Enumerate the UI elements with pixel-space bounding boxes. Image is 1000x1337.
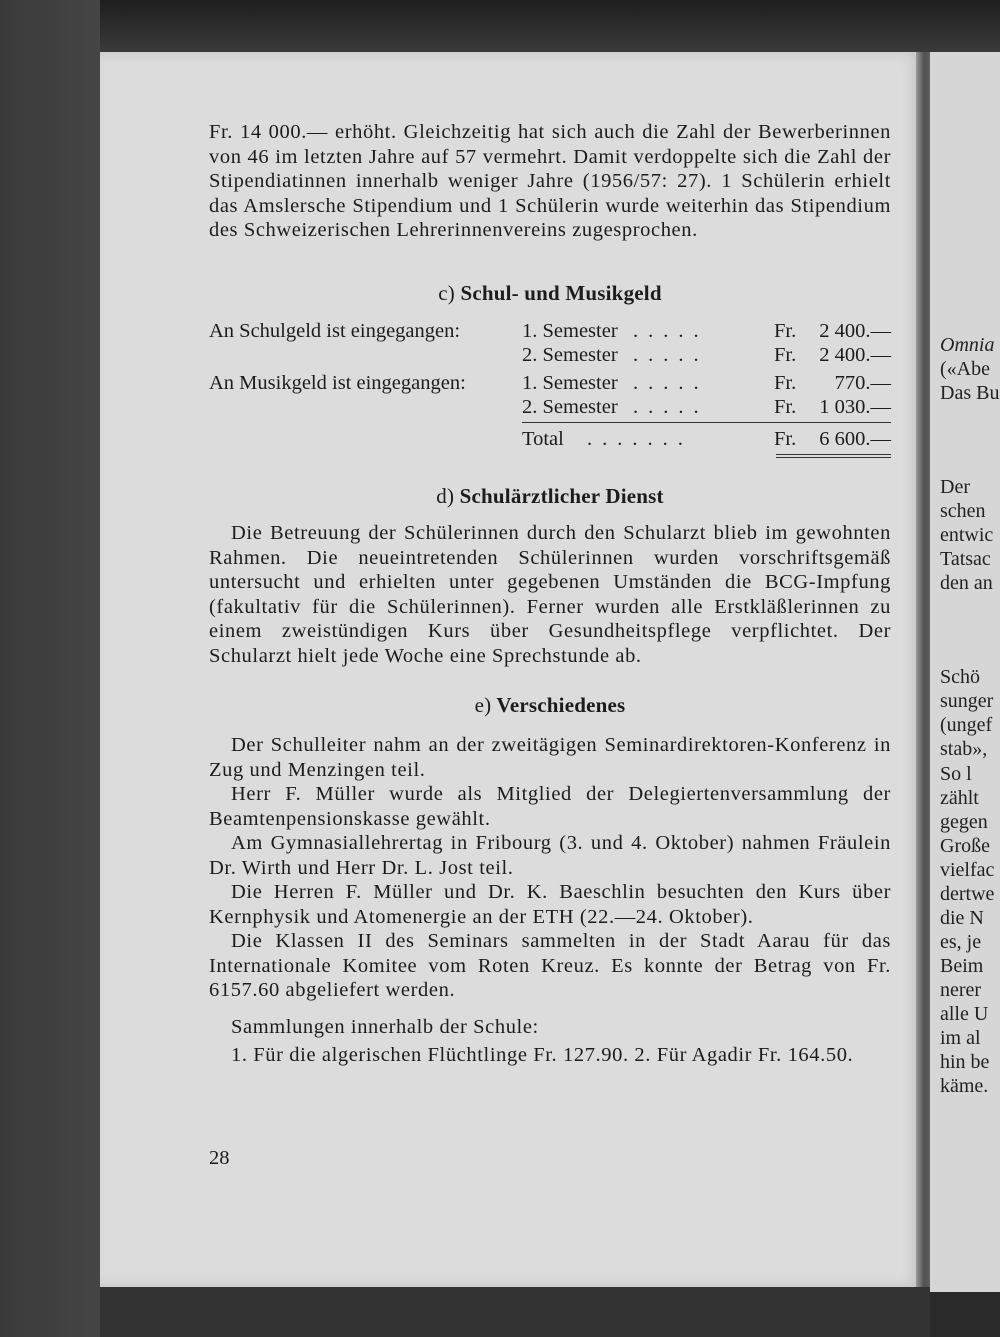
facing-page-line: vielfac: [940, 859, 995, 881]
ledger-row-label: An Musikgeld ist eingegangen:: [209, 372, 466, 394]
ledger-row: [209, 343, 891, 367]
facing-page-line: Tatsac: [940, 548, 991, 570]
section-e-paragraph: Herr F. Müller wurde als Mitglied der Delegiertenversammlung der Beamtenpensionskasse gewählt.: [209, 783, 891, 830]
ledger-currency: Fr.: [774, 372, 797, 394]
facing-page-line: käme.: [940, 1075, 989, 1097]
ledger-currency: Fr.: [774, 428, 797, 450]
ledger-row: [209, 319, 891, 343]
ledger-row-term: 1. Semester: [522, 320, 618, 342]
ledger-row-term: 2. Semester: [522, 396, 618, 418]
ledger-leader-dots: .......: [587, 428, 693, 450]
facing-page-line: Das Bu: [940, 382, 1000, 404]
ledger-row: [209, 395, 891, 419]
scan-background-left: [0, 0, 100, 1337]
section-d-heading: [209, 484, 891, 509]
facing-page-line: Beim: [940, 955, 984, 977]
ledger-leader-dots: .....: [633, 320, 709, 342]
ledger-leader-dots: .....: [633, 344, 709, 366]
facing-page-line: alle U: [940, 1003, 989, 1025]
section-e-body: [209, 733, 891, 1068]
facing-page-line: hin be: [940, 1051, 990, 1073]
ledger-amount: 2 400.—: [819, 320, 891, 342]
facing-page-line: schen: [940, 500, 986, 522]
ledger-row-term: 1. Semester: [522, 372, 618, 394]
facing-page-line: die N: [940, 907, 984, 929]
facing-page-line: Omnia: [940, 334, 995, 356]
section-d-paragraph: Die Betreuung der Schülerinnen durch den Schularzt blieb im gewohnten Rahmen. Die neueintretenden Schülerinnen wurden vorschriftsgemäß untersucht und erhielten unter gegebenen Umständen die BCG-Impfung (fakultativ für die Schülerinnen). Ferner wurden alle Erstkläßlerinnen zu einem zweistündigen Kurs über Gesundheitspflege verpflichtet. Der Schularzt hielt jede Woche eine Sprechstunde ab.: [209, 522, 891, 667]
facing-page-line: stab»,: [940, 738, 988, 760]
section-e-title: Verschiedenes: [496, 693, 626, 717]
facing-page-line: entwic: [940, 524, 994, 546]
facing-page-line: Schö: [940, 666, 980, 688]
facing-page-line: im al: [940, 1027, 981, 1049]
subtotal-rule: [522, 422, 891, 423]
ledger-total-amount: 6 600.—: [819, 428, 891, 450]
collections-list: 1. Für die algerischen Flüchtlinge Fr. 127.90. 2. Für Agadir Fr. 164.50.: [231, 1044, 854, 1066]
scan-background-top: [0, 0, 1000, 52]
section-d-letter: d): [436, 484, 455, 508]
section-c-letter: c): [438, 281, 455, 305]
facing-page-fragment: [930, 52, 1000, 1292]
section-e-paragraph: Die Herren F. Müller und Dr. K. Baeschlin besuchten den Kurs über Kernphysik und Atomenergie an der ETH (22.—24. Oktober).: [209, 881, 891, 928]
section-e-heading: [209, 693, 891, 718]
facing-page-line: So l: [940, 763, 972, 785]
section-e-paragraph: Der Schulleiter nahm an der zweitägigen Seminardirektoren-Konferenz in Zug und Menzingen teil.: [209, 734, 891, 781]
ledger-leader-dots: .....: [633, 396, 709, 418]
ledger-currency: Fr.: [774, 320, 797, 342]
ledger-amount: 2 400.—: [819, 344, 891, 366]
facing-page-line: («Abe: [940, 358, 990, 380]
ledger-row-label: An Schulgeld ist eingegangen:: [209, 320, 461, 342]
section-e-letter: e): [474, 693, 492, 717]
total-double-rule: [776, 457, 891, 458]
intro-paragraph: Fr. 14 000.— erhöht. Gleichzeitig hat sich auch die Zahl der Bewerberinnen von 46 im letzten Jahre auf 57 vermehrt. Damit verdoppelte sich die Zahl der Stipendiatinnen innerhalb weniger Jahre (1956/57: 27). 1 Schülerin erhielt das Amslersche Stipendium und 1 Schülerin wurde weiterhin das Stipendium des Schweizerischen Lehrerinnenvereins zugesprochen.: [209, 121, 891, 241]
scan-background-bottom: [100, 1287, 930, 1337]
ledger-amount: 770.—: [834, 372, 891, 394]
section-d-title: Schulärztlicher Dienst: [459, 484, 664, 508]
section-e-paragraph: Am Gymnasiallehrertag in Fribourg (3. und 4. Oktober) nahmen Fräulein Dr. Wirth und Herr Dr. L. Jost teil.: [209, 832, 891, 879]
ledger-currency: Fr.: [774, 344, 797, 366]
facing-page-line: es, je: [940, 931, 982, 953]
ledger-total-label: Total: [522, 428, 564, 450]
facing-page-line: gegen: [940, 811, 988, 833]
ledger-leader-dots: .....: [633, 372, 709, 394]
facing-page-line: (ungef: [940, 714, 993, 736]
ledger-currency: Fr.: [774, 396, 797, 418]
facing-page-line: zählt: [940, 787, 979, 809]
ledger-row-term: 2. Semester: [522, 344, 618, 366]
facing-page-line: dertwe: [940, 883, 995, 905]
facing-page-line: Große: [940, 835, 990, 857]
ledger-amount: 1 030.—: [819, 396, 891, 418]
facing-page-line: Der: [940, 476, 970, 498]
total-double-rule: [776, 454, 891, 455]
section-c-title: Schul- und Musikgeld: [460, 281, 662, 305]
page-number: 28: [209, 1147, 230, 1169]
section-e-paragraph: Die Klassen II des Seminars sammelten in der Stadt Aarau für das Internationale Komitee vom Roten Kreuz. Es konnte der Betrag von Fr. 6157.60 abgeliefert werden.: [209, 930, 891, 1001]
facing-page-line: den an: [940, 572, 993, 594]
facing-page-line: sunger: [940, 690, 994, 712]
ledger-row: [209, 371, 891, 395]
facing-page-line: nerer: [940, 979, 982, 1001]
collections-label: Sammlungen innerhalb der Schule:: [231, 1015, 539, 1038]
section-c-heading: [209, 281, 891, 306]
ledger-total-row: [209, 427, 891, 451]
